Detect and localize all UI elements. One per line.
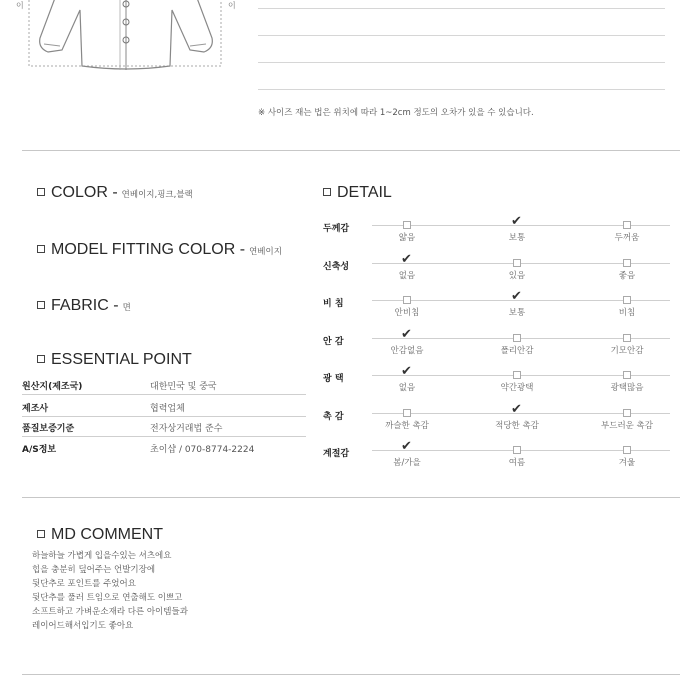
essential-label: 원산지(제조국) [22,382,83,392]
essential-label: A/S정보 [22,445,57,455]
fabric-value: 면 [122,303,131,313]
square-bullet-icon [37,245,45,253]
detail-row-label: 두께감 [323,224,350,234]
detail-option-label: 봄/가을 [393,458,421,468]
empty-checkbox-icon [513,334,521,342]
checkmark-icon: ✔ [511,401,522,417]
empty-checkbox-icon [403,296,411,304]
size-table-line [258,35,665,36]
section-divider [22,674,680,675]
detail-option-label: 광택많음 [610,383,644,393]
detail-row-label: 신축성 [323,261,350,272]
detail-row-label: 안 감 [323,336,344,347]
detail-option-label: 좋음 [618,270,636,281]
section-divider [22,497,680,498]
comment-line: 하늘하늘 가볍게 입을수있는 셔츠에요 [32,551,172,561]
detail-option-label: 안감없음 [390,345,424,356]
shirt-illustration [0,0,250,75]
detail-option-label: 보통 [508,233,526,243]
fabric-heading: FABRIC - 면 [37,297,131,315]
table-line [22,394,306,395]
detail-option-label: 기모안감 [610,345,644,356]
detail-option-label: 보통 [508,308,526,318]
square-bullet-icon [37,301,45,309]
table-line [22,436,306,437]
detail-option-label: 적당한 촉감 [495,420,539,431]
section-divider [22,150,680,151]
detail-option-label: 부드러운 촉감 [601,420,653,431]
empty-checkbox-icon [623,409,631,417]
detail-row-label: 비 침 [323,299,344,309]
empty-checkbox-icon [403,221,411,229]
square-bullet-icon [37,355,45,363]
detail-row-label: 계절감 [323,449,350,459]
empty-checkbox-icon [513,446,521,454]
essential-value: 초이샵 / 070-8774-2224 [150,445,255,455]
detail-option-label: 있음 [508,270,526,281]
detail-option-label: 없음 [398,383,416,393]
essential-label: 제조사 [22,404,49,414]
empty-checkbox-icon [623,259,631,267]
empty-checkbox-icon [623,446,631,454]
empty-checkbox-icon [513,371,521,379]
detail-option-label: 없음 [398,270,416,281]
table-line [22,416,306,417]
checkmark-icon: ✔ [511,214,522,229]
comment-line: 뒷단추를 풀러 트임으로 연출해도 이쁘고 [32,593,183,603]
detail-row-label: 광 택 [323,374,344,384]
square-bullet-icon [323,188,331,196]
detail-option-label: 여름 [508,458,526,468]
comment-line: 레이어드해서입기도 좋아요 [32,621,134,631]
md-comment-heading: MD COMMENT [37,526,163,544]
essential-value: 협력업체 [150,404,185,414]
checkmark-icon: ✔ [511,289,522,304]
model-color-heading: MODEL FITTING COLOR - 연베이지 [37,241,282,259]
detail-option-label: 겨울 [618,458,636,468]
empty-checkbox-icon [623,334,631,342]
comment-line: 소프트하고 가벼운소재라 다른 아이템들과 [32,607,188,617]
checkmark-icon: ✔ [401,251,412,267]
comment-line: 힙을 충분히 덮어주는 언발기장에 [32,565,156,575]
essential-value: 전자상거래법 준수 [150,424,223,434]
color-heading: COLOR - 연베이지,핑크,블랙 [37,184,193,202]
checkmark-icon: ✔ [401,326,412,342]
detail-row-label: 촉 감 [323,411,344,422]
checkmark-icon: ✔ [401,364,412,379]
model-color-value: 연베이지 [249,247,282,257]
size-table-line [258,8,665,9]
size-table-line [258,89,665,90]
empty-checkbox-icon [513,259,521,267]
empty-checkbox-icon [623,221,631,229]
empty-checkbox-icon [623,371,631,379]
checkmark-icon: ✔ [401,439,412,454]
empty-checkbox-icon [403,409,411,417]
shirt-mark-right: 이 [228,1,236,10]
detail-heading: DETAIL [323,184,392,202]
comment-line: 뒷단추로 포인트를 주었어요 [32,579,136,589]
essential-value: 대한민국 및 중국 [150,382,217,392]
detail-option-label: 까슬한 촉감 [385,420,429,431]
detail-option-label: 얇음 [398,233,416,243]
size-table-line [258,62,665,63]
detail-option-label: 안비침 [394,308,420,318]
essential-heading: ESSENTIAL POINT [37,351,192,369]
empty-checkbox-icon [623,296,631,304]
square-bullet-icon [37,530,45,538]
color-value: 연베이지,핑크,블랙 [121,190,193,200]
square-bullet-icon [37,188,45,196]
detail-option-label: 약간광택 [500,383,534,393]
size-note: ※ 사이즈 재는 법은 위치에 따라 1~2cm 정도의 오차가 있을 수 있습니다. [258,108,534,118]
detail-option-label: 폴리안감 [500,345,534,356]
essential-label: 품질보증기준 [22,424,75,434]
shirt-mark-left: 이 [16,1,24,10]
detail-option-label: 두꺼움 [614,233,640,243]
detail-option-label: 비침 [618,308,636,318]
